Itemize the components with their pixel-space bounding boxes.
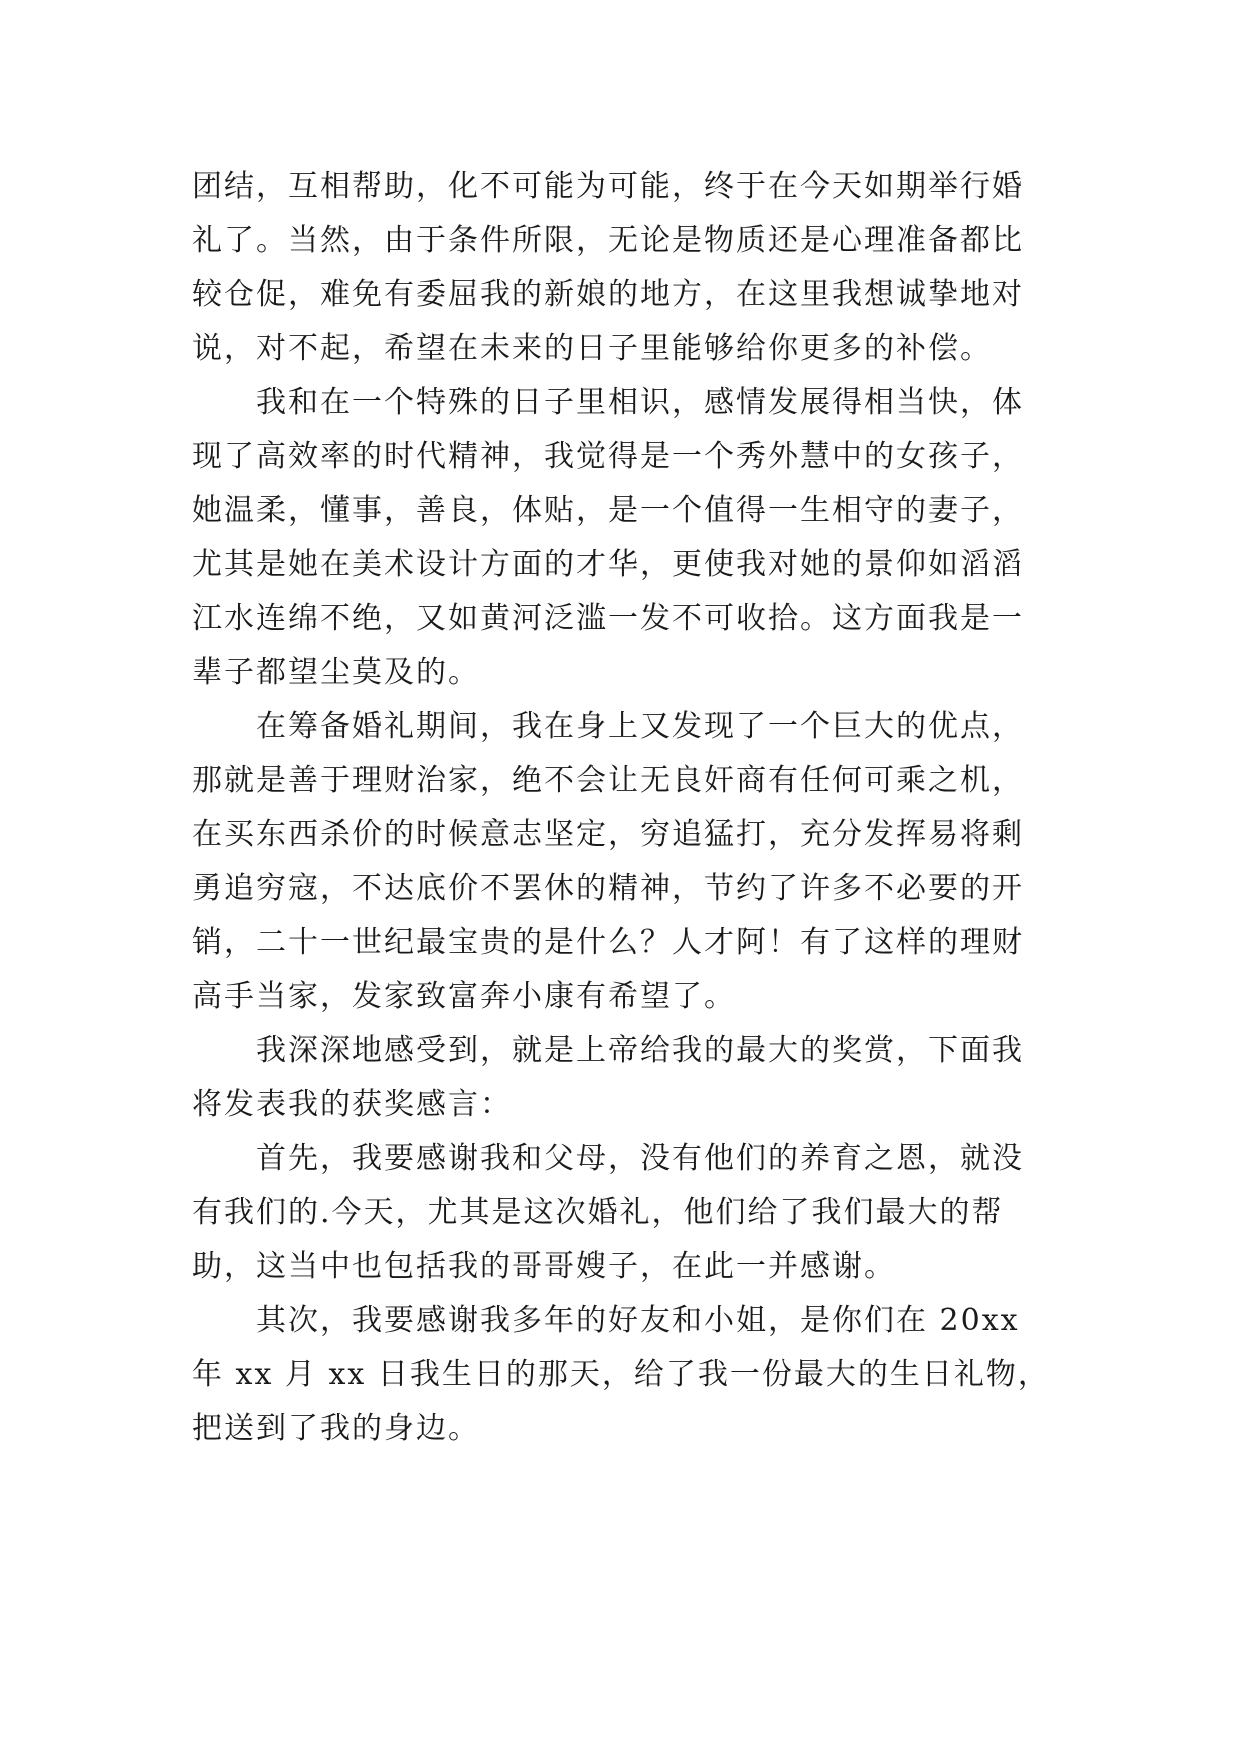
text-line: 在买东西杀价的时候意志坚定，穷追猛打，充分发挥易将剩 bbox=[192, 817, 1024, 852]
text-line: 有我们的.今天，尤其是这次婚礼，他们给了我们最大的帮 bbox=[192, 1195, 1004, 1230]
text-line: 勇追穷寇，不达底价不罢休的精神，节约了许多不必要的开 bbox=[192, 871, 1024, 906]
text-line: 礼了。当然，由于条件所限，无论是物质还是心理准备都比 bbox=[192, 223, 1024, 258]
text-line: 其次，我要感谢我多年的好友和小姐，是你们在 20xx bbox=[256, 1303, 1020, 1338]
text-line: 现了高效率的时代精神，我觉得是一个秀外慧中的女孩子， bbox=[192, 439, 1024, 474]
text-line: 我和在一个特殊的日子里相识，感情发展得相当快，体 bbox=[256, 385, 1024, 420]
paragraph bbox=[192, 1294, 1072, 1456]
paragraph bbox=[192, 376, 1072, 700]
text-line: 将发表我的获奖感言： bbox=[192, 1087, 512, 1122]
paragraph bbox=[192, 1132, 1072, 1294]
text-line: 在筹备婚礼期间，我在身上又发现了一个巨大的优点， bbox=[256, 709, 1024, 744]
paragraph bbox=[192, 1024, 1072, 1132]
text-line: 江水连绵不绝，又如黄河泛滥一发不可收拾。这方面我是一 bbox=[192, 601, 1024, 636]
text-line: 销，二十一世纪最宝贵的是什么？人才阿！有了这样的理财 bbox=[192, 925, 1024, 960]
text-line: 助，这当中也包括我的哥哥嫂子，在此一并感谢。 bbox=[192, 1249, 896, 1284]
text-line: 我深深地感受到，就是上帝给我的最大的奖赏，下面我 bbox=[256, 1033, 1024, 1068]
text-line: 那就是善于理财治家，绝不会让无良奸商有任何可乘之机， bbox=[192, 763, 1024, 798]
text-line: 辈子都望尘莫及的。 bbox=[192, 655, 480, 690]
text-line: 她温柔，懂事，善良，体贴，是一个值得一生相守的妻子， bbox=[192, 493, 1024, 528]
text-line: 年 xx 月 xx 日我生日的那天，给了我一份最大的生日礼物， bbox=[192, 1357, 1050, 1392]
paragraph bbox=[192, 700, 1072, 1024]
text-line: 说，对不起，希望在未来的日子里能够给你更多的补偿。 bbox=[192, 331, 992, 366]
paragraph bbox=[192, 160, 1072, 376]
text-line: 把送到了我的身边。 bbox=[192, 1411, 480, 1446]
text-line: 团结，互相帮助，化不可能为可能，终于在今天如期举行婚 bbox=[192, 169, 1024, 204]
text-line: 尤其是她在美术设计方面的才华，更使我对她的景仰如滔滔 bbox=[192, 547, 1024, 582]
text-line: 高手当家，发家致富奔小康有希望了。 bbox=[192, 979, 736, 1014]
text-line: 首先，我要感谢我和父母，没有他们的养育之恩，就没 bbox=[256, 1141, 1024, 1176]
document-body bbox=[192, 160, 1072, 1456]
text-line: 较仓促，难免有委屈我的新娘的地方，在这里我想诚挚地对 bbox=[192, 277, 1024, 312]
